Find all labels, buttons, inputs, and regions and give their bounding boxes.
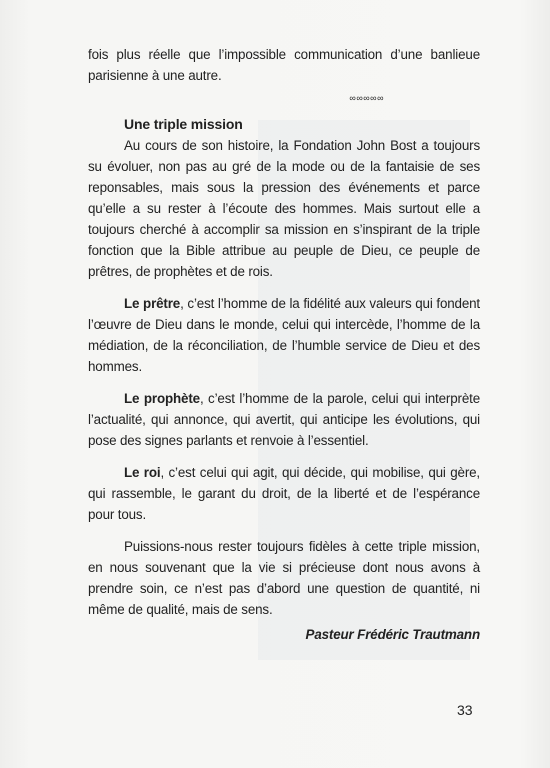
prophete-label: Le prophète: [124, 391, 200, 406]
author-signature: Pasteur Frédéric Trautmann: [305, 627, 480, 642]
roi-label: Le roi: [124, 465, 161, 480]
page-content: [88, 44, 480, 645]
page-number: 33: [457, 702, 473, 718]
closing-paragraph: Puissions-nous rester toujours fidèles à cette triple mission, en nous souvenant que la vie si précieuse dont nous avons à prendre soin, ce n’est pas d’abord une question de quantité, ni même de qualité, mais de sens.: [88, 539, 480, 617]
pretre-label: Le prêtre: [124, 296, 181, 311]
pretre-text: , c’est l’homme de la fidélité aux valeurs qui fondent l’œuvre de Dieu dans le monde, celui qui intercède, l’homme de la médiation, de la réconciliation, de l’humble service de Dieu et des hommes.: [88, 296, 480, 374]
section-ornament: ∞∞∞∞∞: [349, 93, 384, 103]
prophete-text: , c’est l’homme de la parole, celui qui interprète l’actualité, qui annonce, qui avertit, qui anticipe les évolutions, qui pose des signes parlants et renvoie à l’essentiel.: [88, 391, 481, 448]
roi-text: , c’est celui qui agit, qui décide, qui mobilise, qui gère, qui rassemble, le garant du droit, de la liberté et de l’espérance pour tous.: [88, 465, 480, 522]
roi-paragraph: [88, 462, 480, 525]
mission-paragraph: Au cours de son histoire, la Fondation John Bost a toujours su évoluer, non pas au gré de la mode ou de la fantaisie de ses reponsables, mais sous la pression des événements et parce qu’elle a su rester à l’écoute des hommes. Mais surtout elle a toujours cherché à accomplir sa mission en s’inspirant de la triple fonction que la Bible attribue au peuple de Dieu, ce peuple de prêtres, de prophètes et de rois.: [88, 138, 480, 279]
prophete-paragraph: [88, 388, 480, 451]
pretre-paragraph: [88, 293, 480, 377]
section-title: Une triple mission: [124, 116, 243, 132]
intro-paragraph: fois plus réelle que l’impossible communication d’une banlieue parisienne à une autre.: [88, 47, 480, 83]
